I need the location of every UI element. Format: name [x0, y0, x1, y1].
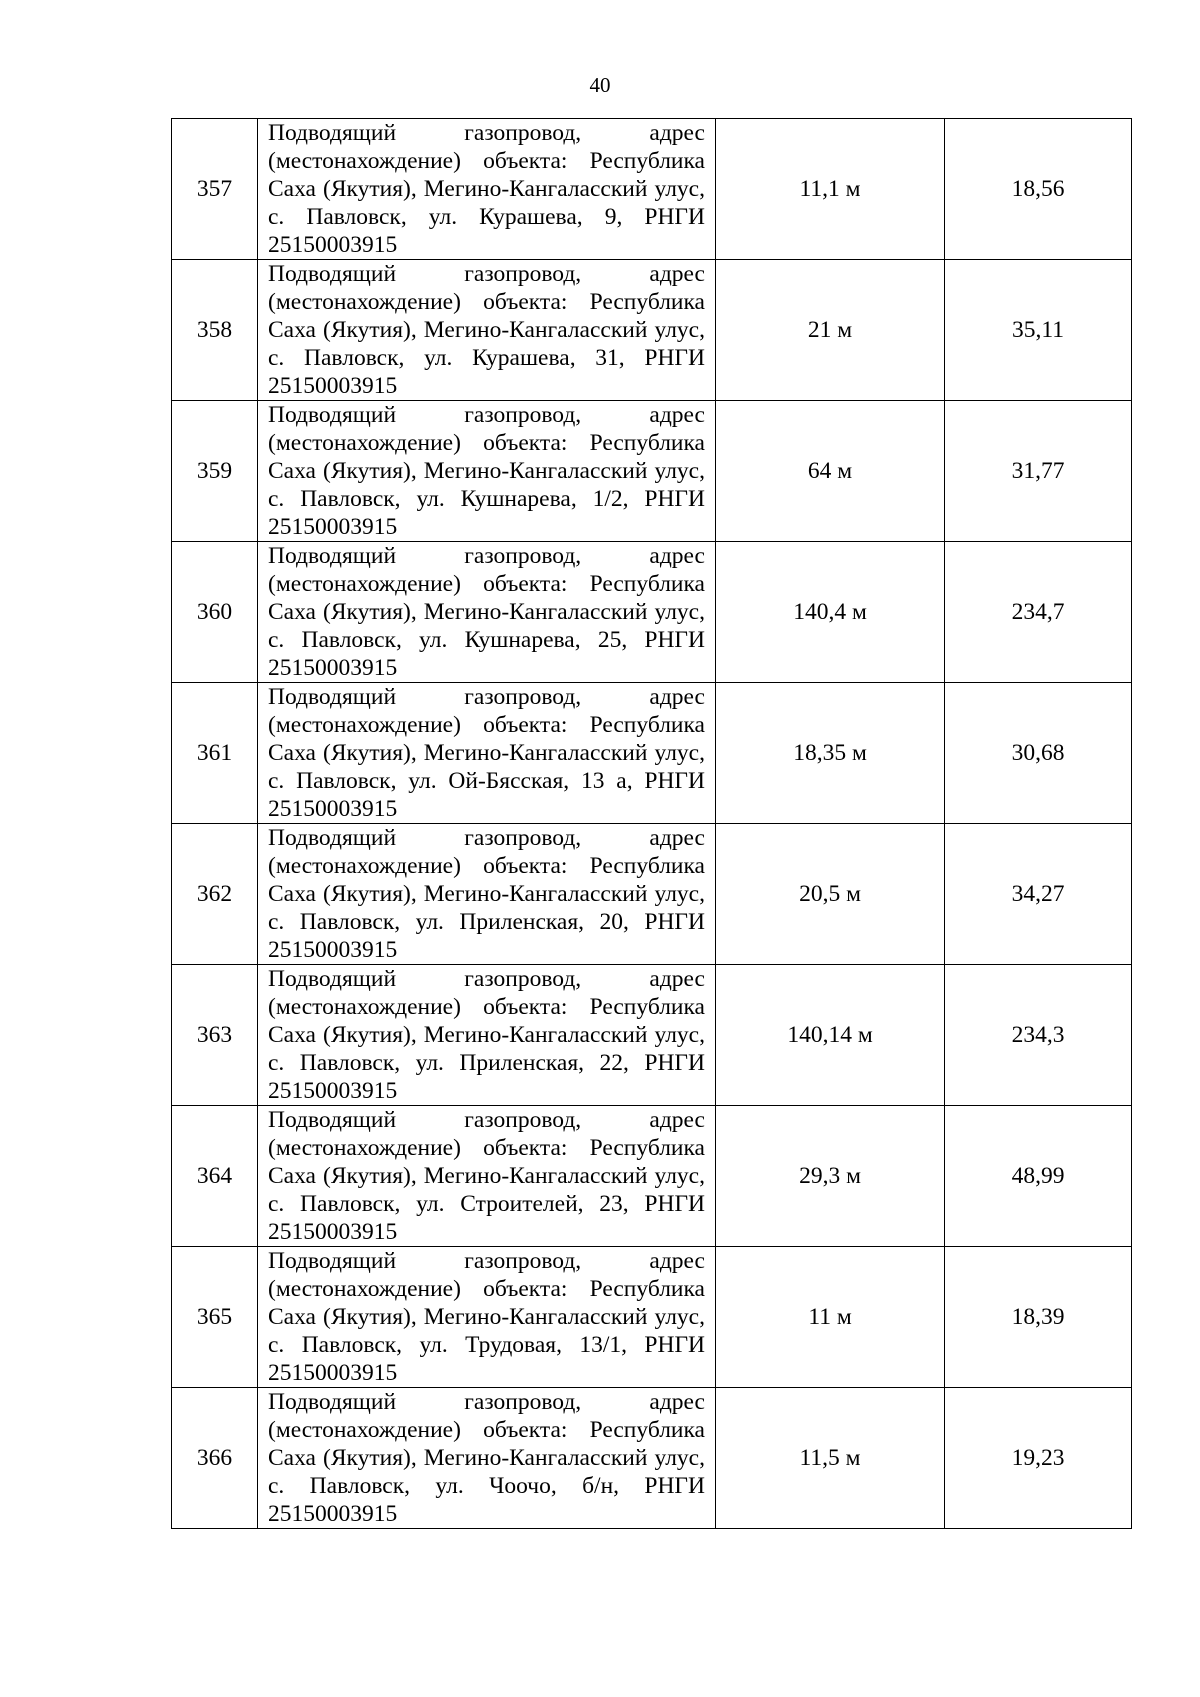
- row-number: 365: [172, 1247, 258, 1388]
- row-description-text: Подводящий газопровод, адрес (местонахождение) объекта: Республика Саха (Якутия), Мегино-Кангаласский улус, с. Павловск, ул. Курашева, 31, РНГИ 25150003915: [268, 261, 705, 399]
- table-row: [172, 1388, 1132, 1529]
- row-value: 31,77: [945, 401, 1132, 542]
- row-description-text: Подводящий газопровод, адрес (местонахождение) объекта: Республика Саха (Якутия), Мегино-Кангаласский улус, с. Павловск, ул. Строителей, 23, РНГИ 25150003915: [268, 1107, 705, 1245]
- table-row: [172, 401, 1132, 542]
- row-description: [258, 824, 716, 965]
- row-description: [258, 1106, 716, 1247]
- row-length: 11 м: [716, 1247, 945, 1388]
- row-value: 18,56: [945, 119, 1132, 260]
- row-length: 140,14 м: [716, 965, 945, 1106]
- row-description: [258, 401, 716, 542]
- row-description: [258, 542, 716, 683]
- row-description: [258, 683, 716, 824]
- row-number: 357: [172, 119, 258, 260]
- row-description-text: Подводящий газопровод, адрес (местонахождение) объекта: Республика Саха (Якутия), Мегино-Кангаласский улус, с. Павловск, ул. Трудовая, 13/1, РНГИ 25150003915: [268, 1248, 705, 1386]
- page-number: 40: [589, 73, 611, 97]
- table-row: [172, 824, 1132, 965]
- table-row: [172, 1247, 1132, 1388]
- row-description-text: Подводящий газопровод, адрес (местонахождение) объекта: Республика Саха (Якутия), Мегино-Кангаласский улус, с. Павловск, ул. Ой-Бясская, 13 а, РНГИ 25150003915: [268, 684, 705, 822]
- row-description: [258, 965, 716, 1106]
- row-description-text: Подводящий газопровод, адрес (местонахождение) объекта: Республика Саха (Якутия), Мегино-Кангаласский улус, с. Павловск, ул. Приленская, 22, РНГИ 25150003915: [268, 966, 705, 1104]
- row-description-text: Подводящий газопровод, адрес (местонахождение) объекта: Республика Саха (Якутия), Мегино-Кангаласский улус, с. Павловск, ул. Чоочо, б/н, РНГИ 25150003915: [268, 1389, 705, 1527]
- row-length: 11,5 м: [716, 1388, 945, 1529]
- row-value: 234,7: [945, 542, 1132, 683]
- row-number: 359: [172, 401, 258, 542]
- table-row: [172, 1106, 1132, 1247]
- row-description: [258, 119, 716, 260]
- row-value: 19,23: [945, 1388, 1132, 1529]
- row-number: 364: [172, 1106, 258, 1247]
- row-value: 35,11: [945, 260, 1132, 401]
- row-value: 18,39: [945, 1247, 1132, 1388]
- row-length: 140,4 м: [716, 542, 945, 683]
- row-number: 366: [172, 1388, 258, 1529]
- row-number: 362: [172, 824, 258, 965]
- row-value: 48,99: [945, 1106, 1132, 1247]
- row-number: 361: [172, 683, 258, 824]
- row-length: 29,3 м: [716, 1106, 945, 1247]
- table-row: [172, 260, 1132, 401]
- row-value: 234,3: [945, 965, 1132, 1106]
- table-row: [172, 683, 1132, 824]
- row-description-text: Подводящий газопровод, адрес (местонахождение) объекта: Республика Саха (Якутия), Мегино-Кангаласский улус, с. Павловск, ул. Кушнарева, 25, РНГИ 25150003915: [268, 543, 705, 681]
- row-description-text: Подводящий газопровод, адрес (местонахождение) объекта: Республика Саха (Якутия), Мегино-Кангаласский улус, с. Павловск, ул. Приленская, 20, РНГИ 25150003915: [268, 825, 705, 963]
- row-length: 20,5 м: [716, 824, 945, 965]
- row-description: [258, 1388, 716, 1529]
- row-description-text: Подводящий газопровод, адрес (местонахождение) объекта: Республика Саха (Якутия), Мегино-Кангаласский улус, с. Павловск, ул. Курашева, 9, РНГИ 25150003915: [268, 120, 705, 258]
- row-length: 21 м: [716, 260, 945, 401]
- row-value: 30,68: [945, 683, 1132, 824]
- row-length: 11,1 м: [716, 119, 945, 260]
- row-number: 360: [172, 542, 258, 683]
- row-number: 363: [172, 965, 258, 1106]
- row-description-text: Подводящий газопровод, адрес (местонахождение) объекта: Республика Саха (Якутия), Мегино-Кангаласский улус, с. Павловск, ул. Кушнарева, 1/2, РНГИ 25150003915: [268, 402, 705, 540]
- row-number: 358: [172, 260, 258, 401]
- row-value: 34,27: [945, 824, 1132, 965]
- registry-table: [171, 118, 1132, 1529]
- table-row: [172, 119, 1132, 260]
- row-description: [258, 260, 716, 401]
- table-row: [172, 965, 1132, 1106]
- row-length: 18,35 м: [716, 683, 945, 824]
- row-length: 64 м: [716, 401, 945, 542]
- row-description: [258, 1247, 716, 1388]
- table-row: [172, 542, 1132, 683]
